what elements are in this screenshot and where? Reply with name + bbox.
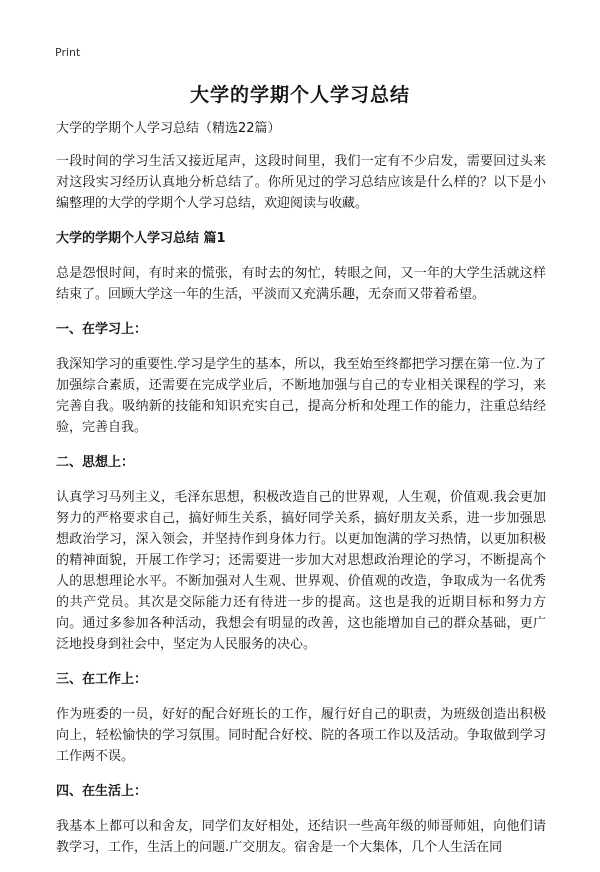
page-title: 大学的学期个人学习总结 (189, 84, 410, 106)
work-heading: 三、在工作上： (56, 672, 148, 687)
print-link[interactable]: Print (55, 46, 81, 59)
thought-heading: 二、思想上： (56, 455, 135, 470)
work-paragraph: 作为班委的一员，好好的配合好班长的工作，履行好自己的职责，为班级创造出积极向上，轻松愉快的学习氛围。同时配合好校、院的各项工作以及活动。争取做到学习工作两不误。 (56, 707, 546, 764)
life-heading: 四、在生活上： (56, 784, 148, 799)
section-heading: 大学的学期个人学习总结 篇1 (56, 231, 226, 246)
document-subtitle: 大学的学期个人学习总结（精选22篇） (56, 121, 281, 136)
study-paragraph: 我深知学习的重要性.学习是学生的基本，所以，我至始至终都把学习摆在第一位.为了加强综合素质，还需要在完成学业后，不断地加强与自己的专业相关课程的学习，来完善自我。吸纳新的技能和知识充实自己，提高分析和处理工作的能力，注重总结经验，完善自我。 (56, 357, 546, 435)
life-paragraph: 我基本上都可以和舍友，同学们友好相处，还结识一些高年级的师哥师姐，向他们请教学习，工作，生活上的问题.广交朋友。宿舍是一个大集体，几个人生活在同 (56, 819, 546, 855)
study-heading: 一、在学习上： (56, 322, 148, 337)
opening-paragraph: 总是怨恨时间，有时来的慌张，有时去的匆忙，转眼之间，又一年的大学生活就这样结束了。回顾大学这一年的生活，平淡而又充满乐趣，无奈而又带着希望。 (56, 266, 546, 302)
thought-paragraph: 认真学习马列主义，毛泽东思想，积极改造自己的世界观，人生观，价值观.我会更加努力的严格要求自己，搞好师生关系，搞好同学关系，搞好朋友关系，进一步加强思想政治学习，深入领会，并坚持作到身体力行。以更加饱满的学习热情，以更加积极的精神面貌，开展工作学习；还需要进一步加大对思想政治理论的学习，不断提高个人的思想理论水平。不断加强对人生观、世界观、价值观的改造，争取成为一名优秀的共产党员。其次是交际能力还有待进一步的提高。这也是我的近期目标和努力方向。通过多参加各种活动，我想会有明显的改善，这也能增加自己的群众基础，更广泛地投身到社会中，坚定为人民服务的决心。 (56, 490, 546, 652)
document-body (56, 118, 546, 872)
intro-paragraph: 一段时间的学习生活又接近尾声，这段时间里，我们一定有不少启发，需要回过头来对这段实习经历认真地分析总结了。你所见过的学习总结应该是什么样的？以下是小编整理的大学的学期个人学习总结，欢迎阅读与收藏。 (56, 154, 546, 211)
